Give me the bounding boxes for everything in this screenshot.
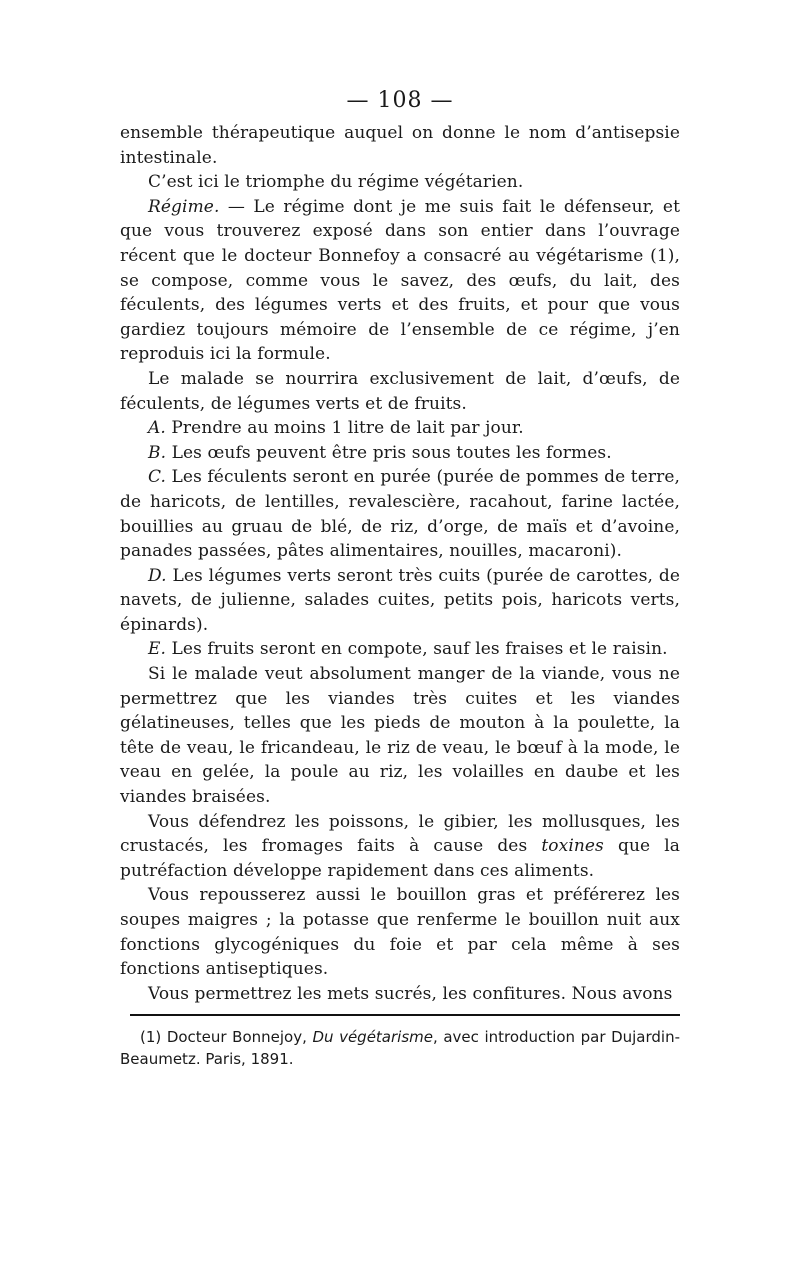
paragraph-6-b: que la putréfaction développe rapidement dans ces aliments. [120, 836, 680, 881]
regime-text: — Le régime dont je me suis fait le défenseur, et que vous trouverez exposé dans son entier dans l’ouvrage récent que le docteur Bonnefoy a consacré au végétarisme (1), se compose, comme vous le savez, des œufs, du lait, des féculents, des légumes verts et des fruits, et pour que vous gardiez toujours mémoire de l’ensemble de ce régime, j’en reproduis ici la formule. [120, 196, 680, 365]
item-d-text: Les légumes verts seront très cuits (purée de carottes, de navets, de julienne, salades cuites, petits pois, haricots verts, épinards). [120, 565, 680, 635]
item-d-label: D. [148, 565, 167, 586]
item-b [120, 441, 680, 466]
item-a-text: Prendre au moins 1 litre de lait par jour. [165, 418, 524, 439]
item-e [120, 637, 680, 662]
regime-label: Régime. [148, 196, 220, 217]
paragraph-2: C’est ici le triomphe du régime végétarien. [148, 172, 524, 193]
footnote-text [120, 1026, 680, 1070]
footnote-title: Du végétarisme [312, 1028, 433, 1046]
paragraph-1: ensemble thérapeutique auquel on donne le nom d’antisepsie intestinale. [120, 123, 680, 168]
item-c-label: C. [148, 467, 167, 488]
paragraph-7: Vous repousserez aussi le bouillon gras et préférerez les soupes maigres ; la potasse que renferme le bouillon nuit aux fonctions glycogéniques du foie et par cela même à ses fonctions antiseptiques. [120, 885, 680, 980]
paragraph-4: Le malade se nourrira exclusivement de lait, d’œufs, de féculents, de légumes verts et de fruits. [120, 368, 680, 414]
main-text [120, 121, 680, 1006]
item-c [120, 465, 680, 563]
footnote-divider [130, 1014, 680, 1016]
item-b-label: B. [148, 442, 167, 463]
item-e-text: Les fruits seront en compote, sauf les fraises et le raisin. [166, 639, 668, 660]
paragraph-8: Vous permettrez les mets sucrés, les confitures. Nous avons [148, 983, 673, 1004]
item-c-text: Les féculents seront en purée (purée de pommes de terre, de haricots, de lentilles, revalescière, racahout, farine lactée, bouillies au gruau de blé, de riz, d’orge, de maïs et d’avoine, panades passées, pâtes alimentaires, nouilles, macaroni). [120, 467, 681, 562]
paragraph-6 [120, 810, 680, 884]
paragraph-regime [120, 195, 680, 367]
footnote [120, 1026, 680, 1070]
item-a [120, 416, 680, 441]
paragraph-5: Si le malade veut absolument manger de la viande, vous ne permettrez que les viandes très cuites et les viandes gélatineuses, telles que les pieds de mouton à la poulette, la tête de veau, le fricandeau, le riz de veau, le bœuf à la mode, le veau en gelée, la poule au riz, les volailles en daube et les viandes braisées. [120, 664, 680, 808]
paragraph-6-a: Vous défendrez les poissons, le gibier, les mollusques, les crustacés, les fromages faits à cause des [120, 811, 680, 857]
footnote-tail: , avec introduction par Dujardin-Beaumetz. Paris, 1891. [120, 1028, 680, 1068]
item-e-label: E. [148, 639, 167, 660]
page-number: — 108 — [346, 88, 454, 113]
item-d [120, 564, 680, 638]
item-a-label: A. [148, 418, 166, 439]
paragraph-6-italic: toxines [541, 836, 604, 857]
footnote-lead: (1) Docteur Bonnejoy, [140, 1028, 313, 1046]
item-b-text: Les œufs peuvent être pris sous toutes les formes. [166, 442, 612, 463]
